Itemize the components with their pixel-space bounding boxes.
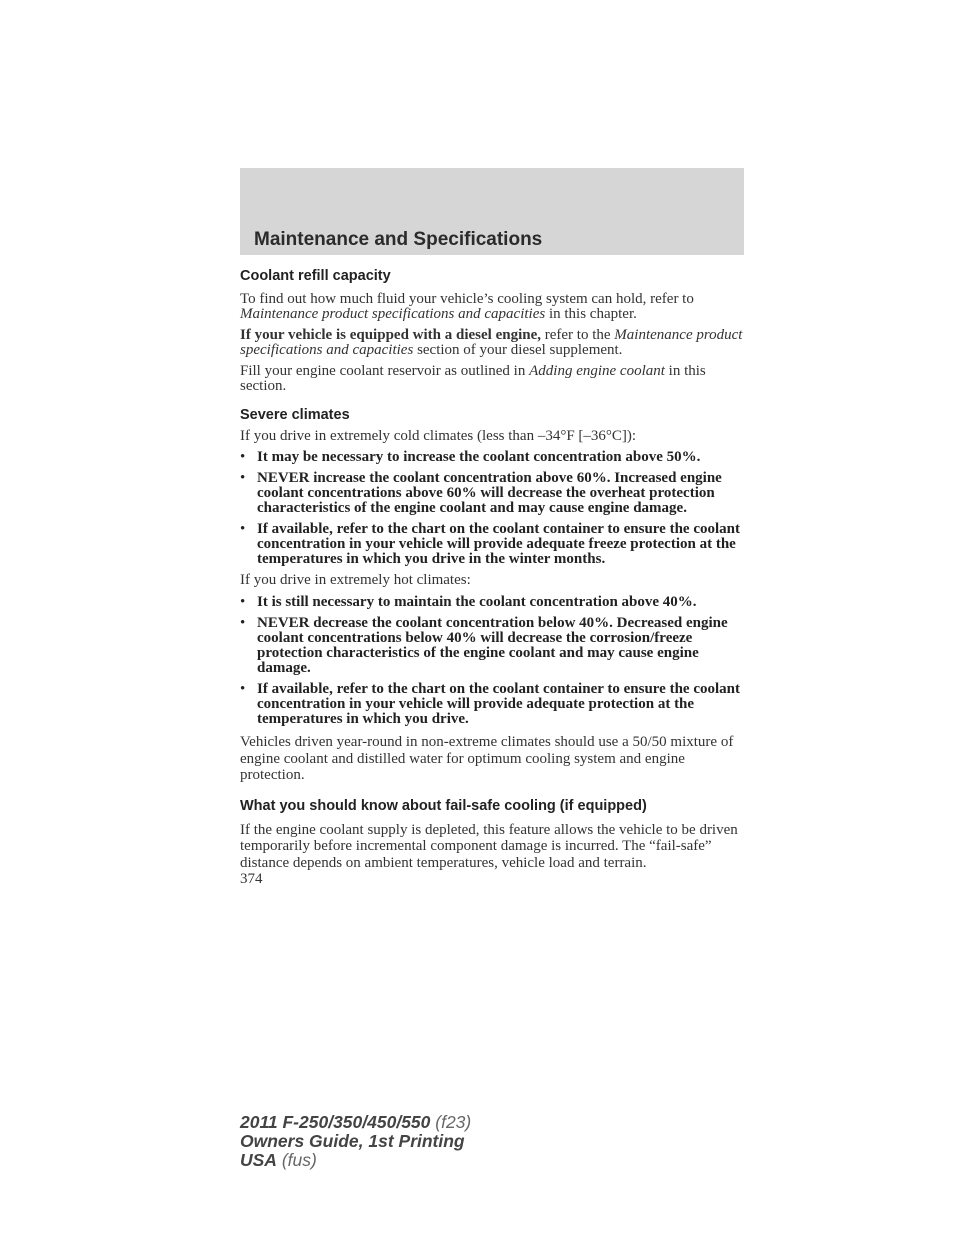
paragraph-year-round: Vehicles driven year-round in non-extreme climates should use a 50/50 mixture of engine coolant and distilled water for optimum cooling system and engine protection. bbox=[240, 734, 734, 783]
section-heading-fail-safe: What you should know about fail-safe cooling (if equipped) bbox=[240, 797, 647, 814]
footer-text: (f23) bbox=[430, 1112, 472, 1132]
list-item bbox=[240, 616, 744, 676]
footer-line-edition bbox=[240, 1132, 471, 1151]
list-item-text: If available, refer to the chart on the coolant container to ensure the coolant concentration in your vehicle will provide adequate freeze protection at the temperatures in which you drive in the winter months. bbox=[257, 521, 740, 567]
paragraph-fill-reservoir bbox=[240, 364, 744, 394]
list-item bbox=[240, 682, 744, 727]
list-item bbox=[240, 471, 744, 516]
text-run: To find out how much fluid your vehicle’s cooling system can hold, refer to bbox=[240, 291, 694, 307]
paragraph-diesel bbox=[240, 328, 744, 358]
paragraph-refill-capacity bbox=[240, 292, 744, 322]
emphasis-text: If your vehicle is equipped with a diesel engine, bbox=[240, 327, 541, 343]
bullet-icon: • bbox=[240, 681, 246, 697]
text-run: refer to the bbox=[541, 327, 615, 343]
footer-line-market bbox=[240, 1151, 471, 1170]
chapter-title: Maintenance and Specifications bbox=[254, 229, 543, 250]
cross-reference: Maintenance product specifications and capacities bbox=[240, 306, 546, 322]
page-number: 374 bbox=[240, 871, 263, 887]
list-item bbox=[240, 595, 744, 610]
list-item-text: NEVER increase the coolant concentration above 60%. Increased engine coolant concentrations above 60% will decrease the overheat protection characteristics of the engine coolant and may cause engine damage. bbox=[257, 470, 722, 516]
list-item-text: It may be necessary to increase the coolant concentration above 50%. bbox=[257, 449, 701, 465]
section-heading-coolant-refill: Coolant refill capacity bbox=[240, 268, 391, 284]
list-item-text: It is still necessary to maintain the coolant concentration above 40%. bbox=[257, 594, 697, 610]
hot-climate-list bbox=[240, 595, 744, 727]
list-item bbox=[240, 522, 744, 567]
page-content bbox=[240, 268, 744, 888]
footer-line-model bbox=[240, 1113, 471, 1132]
footer-text: Owners Guide, 1st Printing bbox=[240, 1131, 465, 1151]
list-item-text: NEVER decrease the coolant concentration below 40%. Decreased engine coolant concentrations below 40% will decrease the corrosion/freeze protection characteristics of the engine coolant and may cause engine damage. bbox=[257, 615, 728, 676]
text-run: in this chapter. bbox=[545, 306, 637, 322]
document-footer bbox=[240, 1113, 471, 1170]
footer-text: USA bbox=[240, 1150, 277, 1170]
text-run: in this section. bbox=[240, 363, 706, 394]
footer-text: 2011 F-250/350/450/550 bbox=[240, 1112, 431, 1132]
paragraph-fail-safe: If the engine coolant supply is depleted, this feature allows the vehicle to be driven temporarily before incremental component damage is incurred. The “fail-safe” distance depends on ambient temperatures, vehicle load and terrain. bbox=[240, 821, 738, 871]
cross-reference: Adding engine coolant bbox=[529, 363, 665, 379]
bullet-icon: • bbox=[240, 594, 246, 610]
footer-text: (fus) bbox=[276, 1150, 317, 1170]
list-item bbox=[240, 450, 744, 465]
cold-climate-list bbox=[240, 450, 744, 567]
text-run: Fill your engine coolant reservoir as outlined in bbox=[240, 363, 530, 379]
text-run: section of your diesel supplement. bbox=[413, 342, 623, 358]
list-item-text: If available, refer to the chart on the coolant container to ensure the coolant concentration in your vehicle will provide adequate protection at the temperatures in which you drive. bbox=[257, 681, 740, 727]
bullet-icon: • bbox=[240, 615, 246, 631]
chapter-banner bbox=[240, 168, 744, 255]
bullet-icon: • bbox=[240, 470, 246, 486]
section-heading-severe-climates: Severe climates bbox=[240, 407, 350, 423]
bullet-icon: • bbox=[240, 521, 246, 537]
cross-reference: Maintenance product specifications and capacities bbox=[240, 327, 743, 358]
paragraph-hot-intro: If you drive in extremely hot climates: bbox=[240, 572, 471, 588]
bullet-icon: • bbox=[240, 449, 246, 465]
paragraph-cold-intro: If you drive in extremely cold climates (less than –34°F [–36°C]): bbox=[240, 428, 637, 444]
